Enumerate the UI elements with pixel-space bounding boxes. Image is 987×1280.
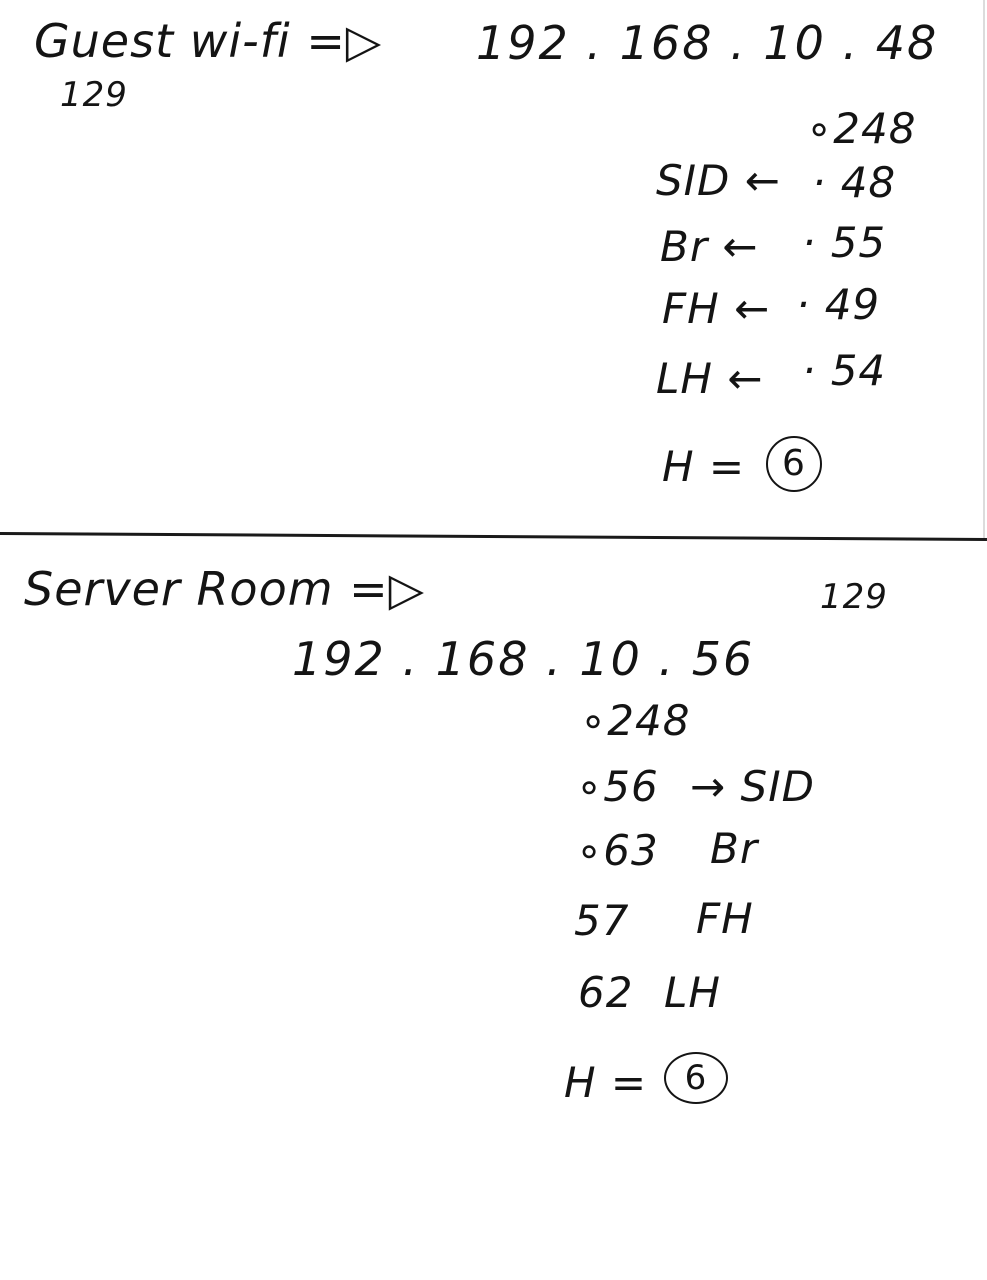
server-room-ip: 192 . 168 . 10 . 56 <box>292 632 755 686</box>
server-room-row-fh-value: 57 <box>574 896 630 945</box>
guest-wifi-row-fh-label: FH ← <box>662 284 771 333</box>
server-room-hosts-value: 6 <box>664 1052 728 1104</box>
guest-wifi-hosts-value-wrap <box>766 436 822 492</box>
guest-wifi-mask-suffix: 129 <box>60 75 128 115</box>
guest-wifi-row-lh-label: LH ← <box>656 354 764 403</box>
server-room-subnet: ∘248 <box>580 696 691 745</box>
server-room-hosts-label: H = <box>564 1058 648 1107</box>
server-room-mask-suffix: 129 <box>820 577 888 617</box>
guest-wifi-hosts-value: 6 <box>766 436 822 492</box>
server-room-row-lh-label: LH <box>664 968 721 1017</box>
guest-wifi-hosts-label: H = <box>662 442 746 491</box>
guest-wifi-row-br-label: Br ← <box>660 222 759 271</box>
server-room-title: Server Room =▷ <box>24 562 426 616</box>
server-room-row-br-value: ∘63 <box>576 826 659 875</box>
guest-wifi-ip: 192 . 168 . 10 . 48 <box>476 16 939 70</box>
server-room-hosts-value-wrap <box>664 1052 728 1104</box>
guest-wifi-title: Guest wi-fi =▷ <box>34 14 383 68</box>
page-edge <box>983 0 985 540</box>
guest-wifi-row-lh-value: · 54 <box>802 346 887 395</box>
server-room-row-sid-label: → SID <box>690 762 815 811</box>
server-room-row-br-label: Br <box>710 824 759 873</box>
server-room-row-lh-value: 62 <box>578 968 634 1017</box>
guest-wifi-subnet: ∘248 <box>806 104 917 153</box>
guest-wifi-row-sid-label: SID ← <box>656 156 781 205</box>
server-room-row-fh-label: FH <box>696 894 754 943</box>
guest-wifi-row-br-value: · 55 <box>802 218 887 267</box>
server-room-row-sid-value: ∘56 <box>576 762 659 811</box>
guest-wifi-row-sid-value: · 48 <box>812 158 897 207</box>
section-divider <box>0 532 987 541</box>
guest-wifi-row-fh-value: · 49 <box>796 280 881 329</box>
